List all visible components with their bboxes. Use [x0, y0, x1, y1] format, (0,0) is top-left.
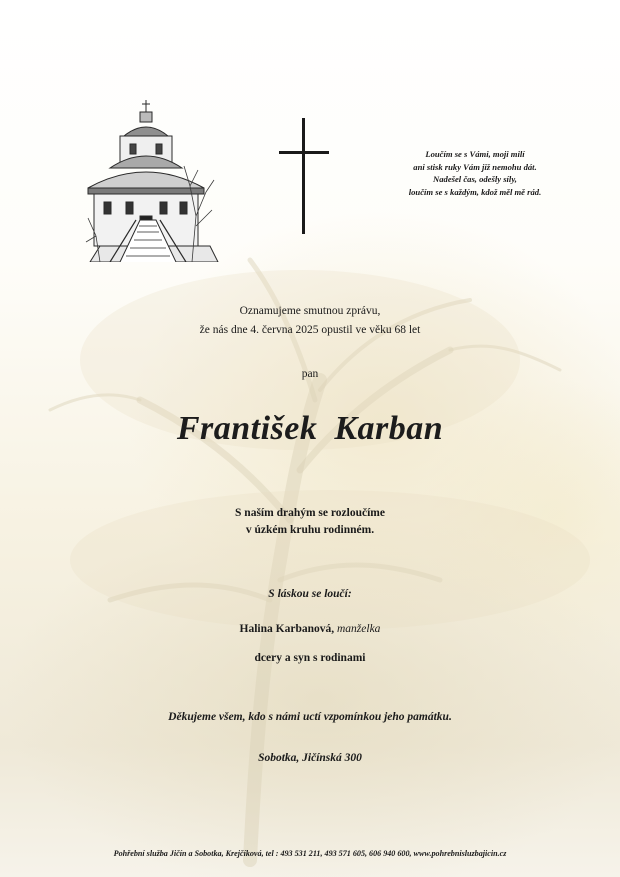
poem-line: Loučím se s Vámi, moji milí — [425, 149, 525, 159]
poem-line: loučím se s každým, kdož měl mě rád. — [408, 186, 542, 197]
mourner-spouse — [0, 623, 620, 635]
mourner-family: dcery a syn s rodinami — [254, 652, 366, 664]
salutation: pan — [301, 368, 319, 380]
announcement-line: že nás dne 4. června 2025 opustil ve věku 68 let — [199, 324, 421, 336]
mourners-title: S láskou se loučí: — [268, 588, 352, 600]
announcement-line: Oznamujeme smutnou zprávu, — [239, 305, 381, 317]
farewell-line: v úzkém kruhu rodinném. — [245, 524, 375, 536]
address: Sobotka, Jičínská 300 — [258, 752, 362, 764]
poem — [370, 148, 580, 198]
poem-line: ani stisk ruky Vám již nemohu dát. — [413, 161, 537, 172]
thanks-note: Děkujeme všem, kdo s námi uctí vzpomínkou jeho památku. — [168, 711, 452, 723]
poem-line: Nadešel čas, odešly síly, — [433, 174, 517, 184]
farewell-notice — [0, 505, 620, 539]
deceased-name: František Karban — [176, 410, 444, 447]
announcement — [110, 302, 510, 340]
cross-icon — [276, 118, 332, 234]
mourner-relation: manželka — [337, 623, 381, 635]
mourner-name: Halina Karbanová, — [239, 623, 335, 635]
funeral-service-footer: Pohřební služba Jičín a Sobotka, Krejčíková, tel : 493 531 211, 493 571 605, 606 940 600, www.pohrebnisluzbajicin.cz — [113, 849, 507, 858]
farewell-line: S naším drahým se rozloučíme — [235, 507, 385, 519]
castle-drawing-icon — [80, 96, 220, 262]
